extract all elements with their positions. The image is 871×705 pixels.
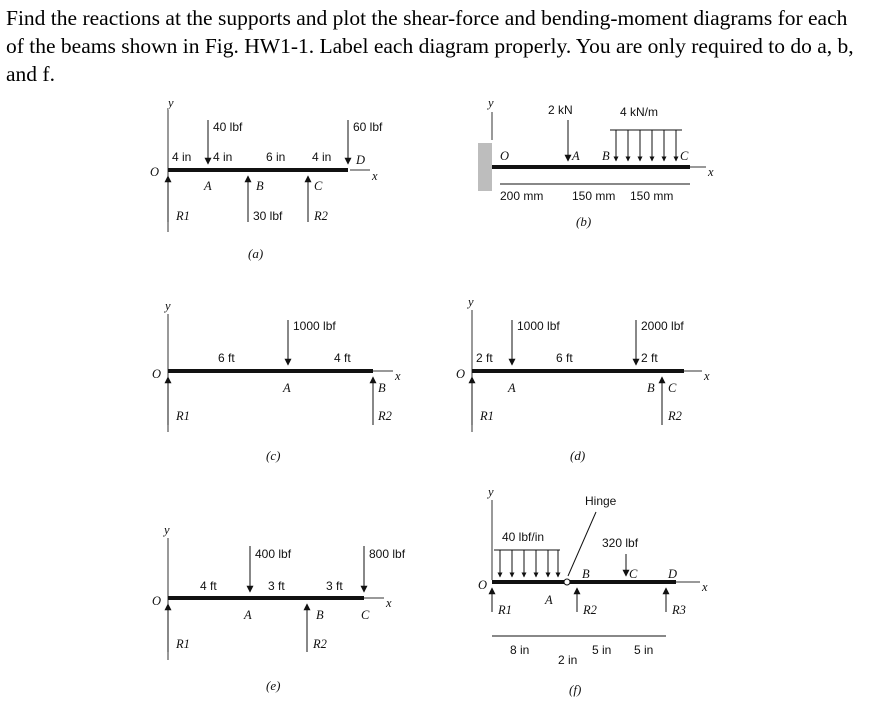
beam-c — [152, 299, 401, 463]
a-caption: (a) — [248, 246, 264, 261]
f-dim-1: 8 in — [510, 643, 530, 657]
e-x-label: x — [386, 596, 392, 610]
c-dim-1: 6 ft — [218, 351, 235, 365]
f-point-A: A — [545, 593, 553, 607]
f-caption: (f) — [569, 682, 582, 697]
c-caption: (c) — [266, 448, 281, 463]
d-point-B: B — [647, 381, 655, 395]
e-dim-2: 3 ft — [268, 579, 285, 593]
a-point-A: A — [204, 179, 212, 193]
a-dim-2: 4 in — [213, 150, 233, 164]
a-load-2: 60 lbf — [353, 120, 383, 134]
d-dim-2: 6 ft — [556, 351, 573, 365]
c-y-label: y — [165, 299, 171, 313]
f-dim-4: 5 in — [634, 643, 654, 657]
d-point-A: A — [508, 381, 516, 395]
c-point-A: A — [283, 381, 291, 395]
c-load-1: 1000 lbf — [293, 319, 336, 333]
b-x-label: x — [708, 165, 714, 179]
e-reaction-2: R2 — [313, 637, 327, 651]
e-point-A: A — [244, 608, 252, 622]
problem-statement: Find the reactions at the supports and plot the shear-force and bending-moment diagrams for each of the beams shown in Fig. HW1-1. Label each diagram properly. You are only required to do a, b, and f. — [6, 6, 854, 86]
e-dim-1: 4 ft — [200, 579, 217, 593]
a-dim-4: 4 in — [312, 150, 332, 164]
f-reaction-2: R2 — [583, 603, 597, 617]
a-point-D: D — [356, 153, 366, 167]
beam-d — [456, 295, 710, 463]
f-reaction-1: R1 — [498, 603, 512, 617]
f-reaction-3: R3 — [672, 603, 686, 617]
b-load-2: 4 kN/m — [620, 105, 659, 119]
c-point-B: B — [378, 381, 386, 395]
b-dim-3: 150 mm — [630, 189, 674, 203]
f-dim-3: 5 in — [592, 643, 612, 657]
c-dim-2: 4 ft — [334, 351, 351, 365]
a-reaction-2: R2 — [314, 209, 328, 223]
d-caption: (d) — [570, 448, 586, 463]
b-point-A: A — [572, 149, 580, 163]
b-dim-2: 150 mm — [572, 189, 616, 203]
a-load-3: 30 lbf — [253, 209, 283, 223]
e-point-C: C — [361, 608, 370, 622]
f-point-B: B — [582, 567, 590, 581]
a-reaction-1: R1 — [176, 209, 190, 223]
d-x-label: x — [704, 369, 710, 383]
e-point-B: B — [316, 608, 324, 622]
f-dim-2: 2 in — [558, 653, 578, 667]
b-load-1: 2 kN — [548, 103, 573, 117]
c-x-label: x — [395, 369, 401, 383]
a-dim-3: 6 in — [266, 150, 286, 164]
d-dim-1: 2 ft — [476, 351, 493, 365]
d-reaction-1: R1 — [480, 409, 494, 423]
c-origin-label: O — [152, 367, 162, 381]
f-point-C: C — [629, 567, 638, 581]
d-point-C: C — [668, 381, 677, 395]
c-reaction-1: R1 — [176, 409, 190, 423]
e-load-2: 800 lbf — [369, 547, 406, 561]
a-y-label: y — [168, 96, 174, 110]
f-hinge-label: Hinge — [585, 494, 617, 508]
f-x-label: x — [702, 580, 708, 594]
f-hinge-icon — [564, 579, 570, 585]
b-point-O: O — [500, 149, 510, 163]
d-load-1: 1000 lbf — [517, 319, 560, 333]
b-wall — [478, 143, 492, 191]
beam-b — [478, 96, 714, 229]
a-x-label: x — [372, 169, 378, 183]
beam-a — [150, 96, 383, 261]
d-y-label: y — [468, 295, 474, 309]
f-load-1: 40 lbf/in — [502, 530, 545, 544]
a-load-1: 40 lbf — [213, 120, 243, 134]
b-y-label: y — [488, 96, 494, 110]
a-point-C: C — [314, 179, 323, 193]
f-y-label: y — [488, 485, 494, 499]
d-reaction-2: R2 — [668, 409, 682, 423]
beam-e — [152, 523, 406, 693]
e-reaction-1: R1 — [176, 637, 190, 651]
a-dim-1: 4 in — [172, 150, 192, 164]
b-point-B: B — [602, 149, 610, 163]
e-dim-3: 3 ft — [326, 579, 343, 593]
b-caption: (b) — [576, 214, 592, 229]
d-origin-label: O — [456, 367, 466, 381]
f-load-2: 320 lbf — [602, 536, 639, 550]
f-origin-label: O — [478, 578, 488, 592]
e-origin-label: O — [152, 594, 162, 608]
a-point-B: B — [256, 179, 264, 193]
beam-f — [478, 485, 708, 697]
d-dim-3: 2 ft — [641, 351, 658, 365]
f-point-D: D — [668, 567, 678, 581]
a-origin-label: O — [150, 165, 160, 179]
e-load-1: 400 lbf — [255, 547, 292, 561]
e-caption: (e) — [266, 678, 281, 693]
e-y-label: y — [164, 523, 170, 537]
c-reaction-2: R2 — [378, 409, 392, 423]
b-point-C: C — [680, 149, 689, 163]
d-load-2: 2000 lbf — [641, 319, 684, 333]
b-dim-1: 200 mm — [500, 189, 544, 203]
